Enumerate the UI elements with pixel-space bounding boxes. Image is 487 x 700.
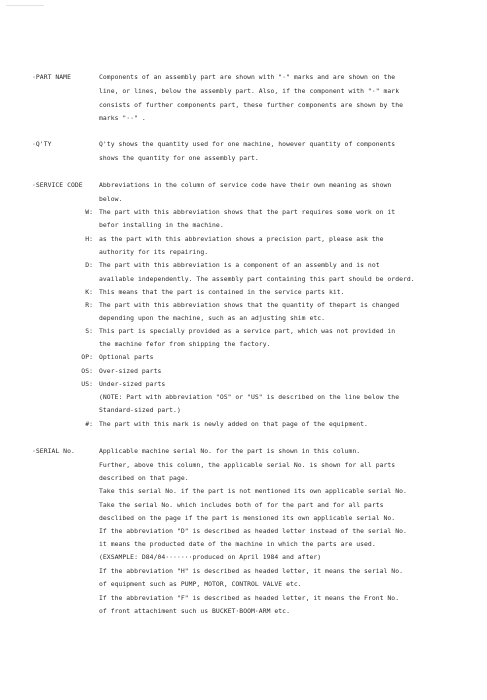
code-w-line-1: The part with this abbreviation shows that the part requires some work on it <box>99 208 396 216</box>
code-op-line-1: Optional parts <box>99 353 154 361</box>
code-k: K: <box>85 288 93 296</box>
code-d-line-2: available independently. The assembly part containing this part should be orderd. <box>99 275 415 283</box>
code-d: D: <box>85 261 93 269</box>
qty-line-2: shows the quantity for one assembly part. <box>99 154 259 162</box>
code-s: S: <box>85 327 93 335</box>
code-r-line-2: depending upon the machine, such as an adjusting shim etc. <box>99 314 326 322</box>
code-os-line-1: Over-sized parts <box>99 367 162 375</box>
serial-line-2: Further, above this column, the applicable serial No. is shown for all parts <box>99 461 396 469</box>
serial-line-1: Applicable machine serial No. for the part is shown in this column. <box>99 447 361 455</box>
scan-artifact-mark <box>6 5 44 6</box>
serial-line-11: of equipment such as PUMP, MOTOR, CONTROL VALVE etc. <box>99 580 302 588</box>
code-os: OS: <box>81 367 93 375</box>
code-op: OP: <box>81 353 93 361</box>
code-r-line-1: The part with this abbreviation shows that the quantity of thepart is changed <box>99 301 400 309</box>
qty-line-1: Q'ty shows the quantity used for one machine, however quantity of components <box>99 140 396 148</box>
code-w-line-2: befor installing in the machine. <box>99 221 224 229</box>
qty-heading: ·Q'TY <box>32 140 52 148</box>
code-us-line-3: Standard-sized part.) <box>99 406 181 414</box>
part-name-line-3: consists of further components part, these further components are shown by the <box>99 101 404 109</box>
code-us-line-2: (NOTE: Part with abbreviation "OS" or "US" is described on the line below the <box>99 393 400 401</box>
code-k-line-1: This means that the part is contained in the service parts kit. <box>99 288 345 296</box>
code-r: R: <box>85 301 93 309</box>
code-h: H: <box>85 235 93 243</box>
code-us-line-1: Under-sized parts <box>99 380 166 388</box>
code-s-line-2: the machine fefor from shipping the factory. <box>99 340 271 348</box>
serial-line-12: If the abbreviation "F" is described as headed letter, it means the Front No. <box>99 594 400 602</box>
serial-line-7: If the abbreviation "D" is described as headed letter instead of the serial No. <box>99 527 407 535</box>
code-h-line-1: as the part with this abbreviation shows a precision part, please ask the <box>99 235 384 243</box>
code-d-line-1: The part with this abbreviation is a component of an assembly and is not <box>99 261 380 269</box>
serial-line-3: described on that page. <box>99 474 189 482</box>
code-s-line-1: This part is specially provided as a service part, which was not provided in <box>99 327 396 335</box>
code-w: W: <box>85 208 93 216</box>
serial-line-8: it means the producted date of the machine in which the parts are used. <box>99 540 376 548</box>
serial-line-13: of front attachiment such us BUCKET·BOOM·ARM etc. <box>99 607 290 615</box>
code-hash-line-1: The part with this mark is newly added on that page of the equipment. <box>99 420 368 428</box>
serial-line-10: If the abbreviation "H" is described as headed letter, it means the serial No. <box>99 567 404 575</box>
serial-line-4: Take this serial No. if the part is not mentioned its own applicable serial No. <box>99 487 407 495</box>
part-name-line-4: marks "··" . <box>99 114 146 122</box>
serial-line-6: desclibed on the page if the part is mensioned its own applicable serial No. <box>99 514 396 522</box>
service-code-intro-2: below. <box>99 195 123 203</box>
serial-no-heading: ·SERIAL No. <box>32 447 75 455</box>
serial-line-5: Take the serial No. which includes both of for the part and for all parts <box>99 501 384 509</box>
part-name-line-1: Components of an assembly part are shown with "·" marks and are shown on the <box>99 73 396 81</box>
part-name-heading: ·PART NAME <box>32 73 71 81</box>
code-h-line-2: authority for its repairing. <box>99 248 209 256</box>
code-us: US: <box>81 380 93 388</box>
service-code-heading: ·SERVICE CODE <box>32 181 83 189</box>
part-name-line-2: line, or lines, below the assembly part. Also, if the component with "·" mark <box>99 87 400 95</box>
service-code-intro-1: Abbreviations in the column of service code have their own meaning as shown <box>99 181 392 189</box>
code-hash: #: <box>85 420 93 428</box>
serial-line-9: (EXSAMPLE: D84/04·······produced on April 1984 and after) <box>99 553 322 561</box>
